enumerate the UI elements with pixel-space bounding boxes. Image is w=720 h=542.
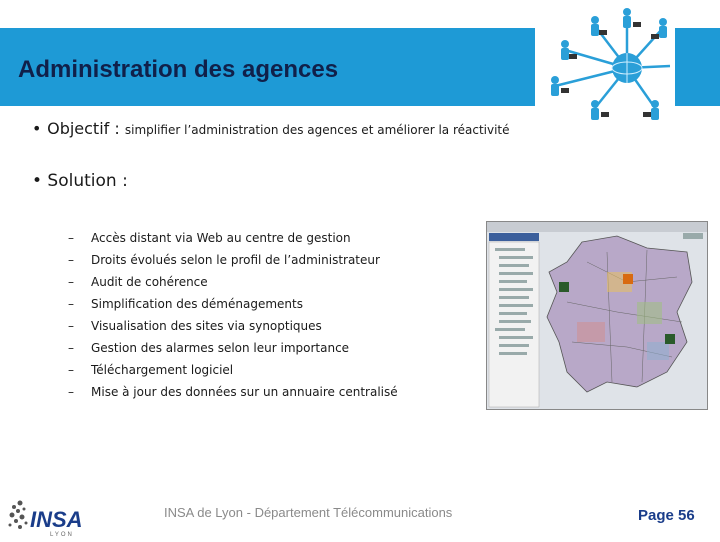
svg-text:LYON: LYON [50,532,74,537]
list-item: – Audit de cohérence [68,275,208,289]
list-item-text: Gestion des alarmes selon leur importance [91,341,350,355]
solution-label: Solution : [47,171,128,191]
list-item-text: Audit de cohérence [91,275,208,289]
slide-title: Administration des agences [18,56,339,83]
list-item: – Simplification des déménagements [68,297,303,311]
list-item: – Mise à jour des données sur un annuaire centralisé [68,385,398,399]
list-item-text: Visualisation des sites via synoptiques [91,319,322,333]
list-item: – Accès distant via Web au centre de gestion [68,231,351,245]
bullet-dot: • [32,171,43,191]
objectif-label: Objectif : [47,119,120,138]
list-item-text: Simplification des déménagements [91,297,303,311]
list-item-text: Mise à jour des données sur un annuaire centralisé [91,385,398,399]
list-item: – Téléchargement logiciel [68,363,234,377]
bullet-solution [32,171,128,191]
bullet-objectif [32,119,510,138]
map-screenshot [486,221,708,410]
list-item: – Droits évolués selon le profil de l’administrateur [68,253,380,267]
list-item: – Visualisation des sites via synoptiques [68,319,322,333]
network-illustration [535,8,675,130]
list-item: – Gestion des alarmes selon leur importance [68,341,350,355]
list-item-text: Accès distant via Web au centre de gestion [91,231,351,245]
list-item-text: Droits évolués selon le profil de l’administrateur [91,253,380,267]
list-item-text: Téléchargement logiciel [91,363,234,377]
footer-text: INSA de Lyon - Département Télécommunications [164,505,453,520]
page-number: Page 56 [638,507,695,524]
objectif-text: simplifier l’administration des agences et améliorer la réactivité [124,123,510,137]
svg-text:INSA: INSA [30,507,83,532]
bullet-dot: • [32,119,42,138]
insa-logo [6,497,88,537]
